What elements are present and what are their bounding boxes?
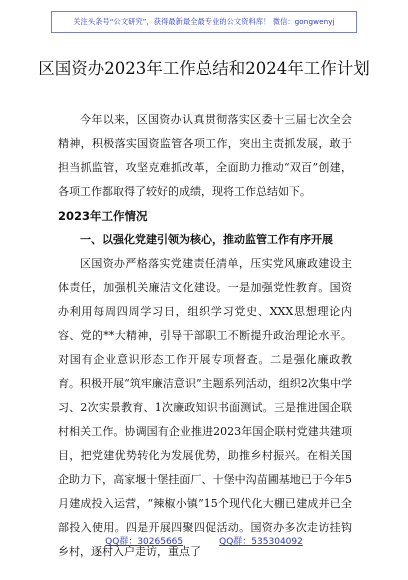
promo-banner — [51, 11, 357, 33]
intro-paragraph: 今年以来，区国资办认真贯彻落实区委十三届七次全会精神，积极落实国资监管各项工作，突出主责抓发展，敢于担当抓监管，攻坚克难抓改革，全面助力推动“双百”创建，各项工作都取得了较好的成绩，现将工作总结如下。 — [58, 113, 352, 198]
document-title: 区国资办2023年工作总结和2024年工作计划 — [38, 59, 370, 78]
footer — [0, 534, 408, 547]
section-heading: 2023年工作情况 — [58, 209, 148, 223]
subsection-heading: 一、以强化党建引领为核心，推动监管工作有序开展 — [80, 233, 333, 246]
body-paragraph: 区国资办严格落实党建责任清单，压实党风廉政建设主体责任，加强机关廉洁文化建设。一是加强党性教育。国资办利用每周四周学习日，组织学习党史、XXX思想理论内容、党的**大精神，引导干部职工不断提升政治理论水平。对国有企业意识形态工作开展专项督查。二是强化廉政教育。积极开展“筑牢廉洁意识”主题系列活动，组织2次集中学习、2次实景教育、1次廉政知识书面测试。三是推进国企联村相关工作。协调国有企业推进2023年国企联村党建共建项目，把党建优势转化为发展优势，助推乡村振兴。在相关国企助力下，高家堰十堡挂面厂、十堡中沟苗圃基地已于今年5月建成投入运营，“辣椒小镇”15个现代化大棚已建成并已全部投入使用。四是开展四聚四促活动。国资办多次走访挂钩乡村，逐村入户走访，重点了 — [58, 257, 352, 558]
qq-group-link-2[interactable]: QQ群：535304092 — [219, 537, 303, 547]
promo-banner-text: 关注头条号“公文研究”，获得最新最全最专业的公文资料库！ 微信：gongwenyj — [73, 17, 335, 26]
document-body — [58, 108, 352, 564]
qq-group-link-1[interactable]: QQ群：30265665 — [105, 537, 184, 547]
